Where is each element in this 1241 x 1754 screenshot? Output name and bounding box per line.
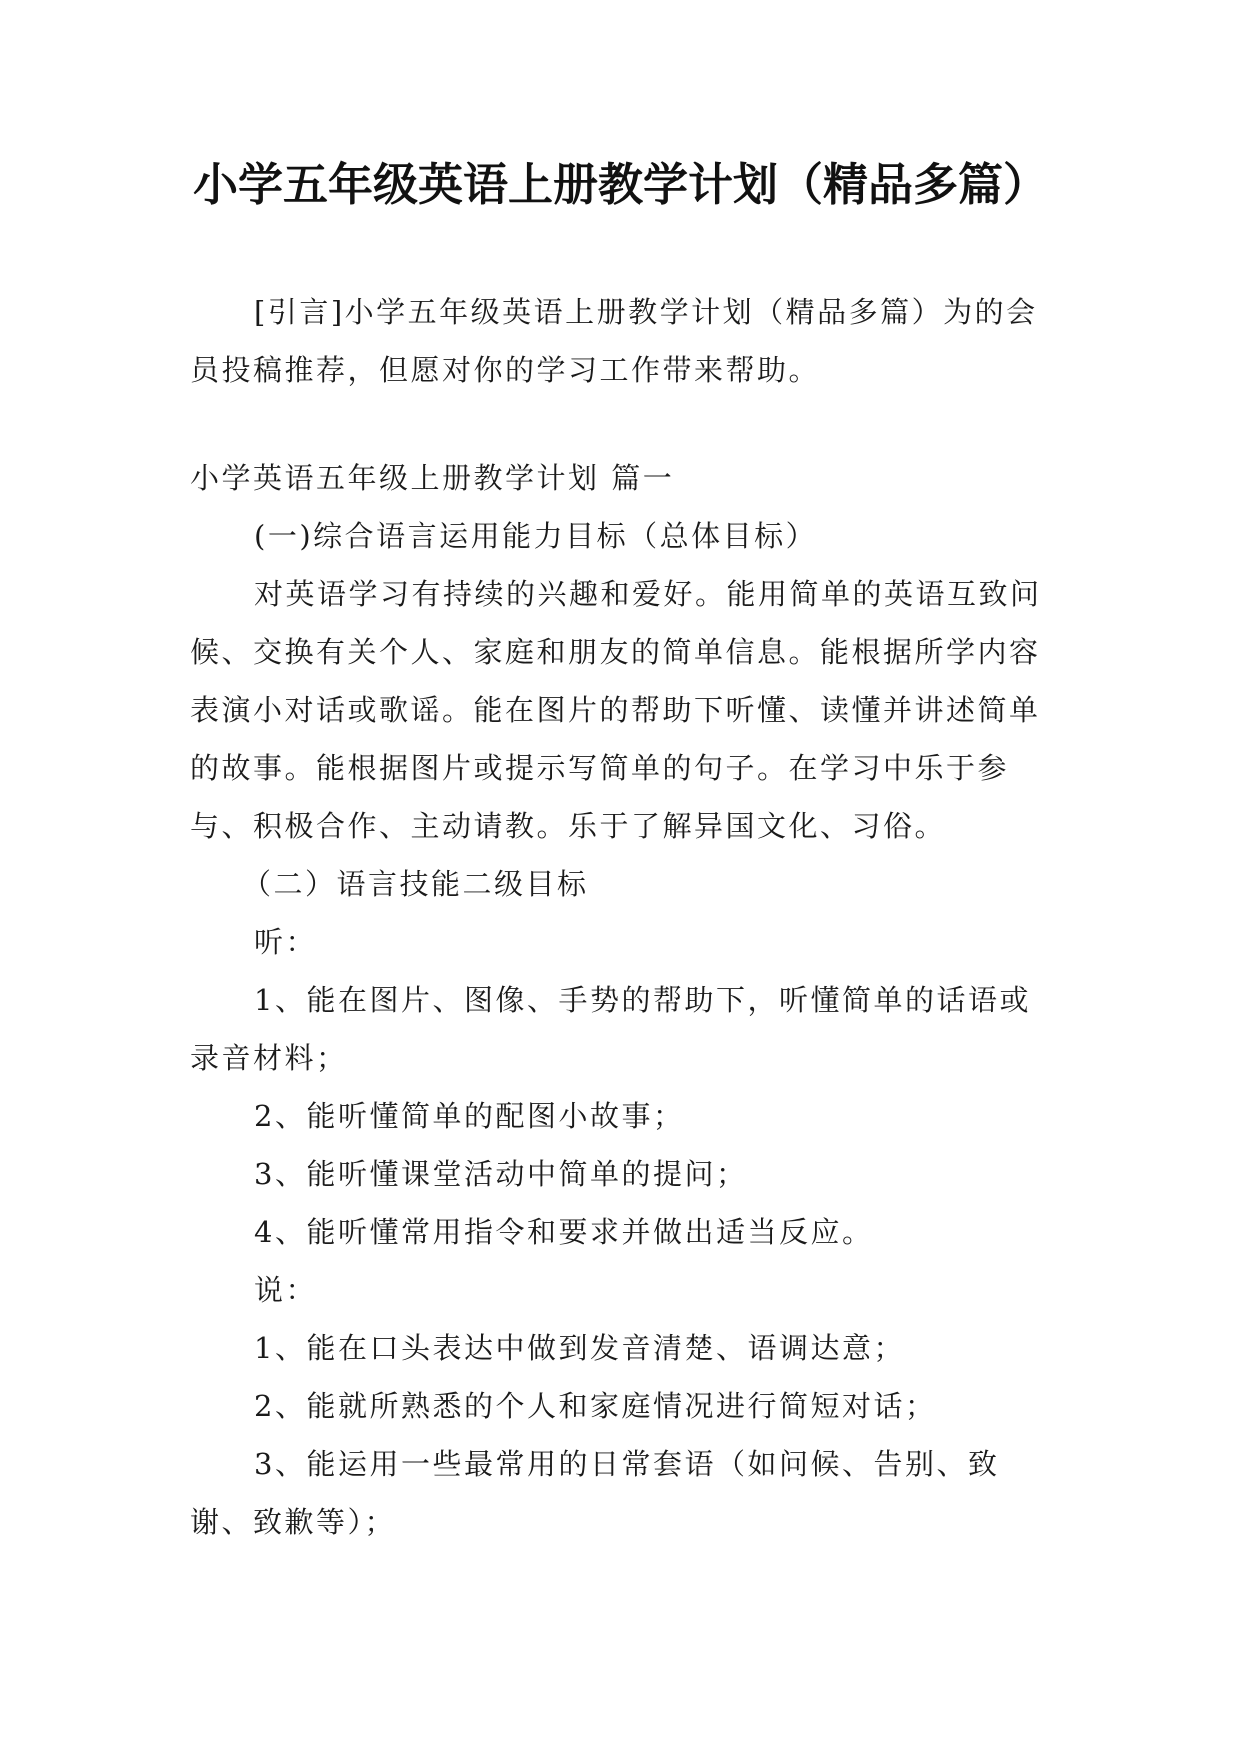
speak-heading: 说：: [254, 1273, 318, 1307]
listen-item-3: 3、能听懂课堂活动中简单的提问；: [254, 1157, 748, 1191]
listen-item-4: 4、能听懂常用指令和要求并做出适当反应。: [254, 1215, 874, 1249]
listen-heading: 听：: [254, 925, 318, 959]
speak-item-1: 1、能在口头表达中做到发音清楚、语调达意；: [254, 1331, 905, 1365]
section-heading: 小学英语五年级上册教学计划 篇一: [190, 461, 675, 495]
document-body: [190, 283, 1050, 1551]
spacer: [190, 399, 1050, 449]
goal-heading-1: (一)综合语言运用能力目标（总体目标）: [254, 519, 818, 553]
speak-item-2: 2、能就所熟悉的个人和家庭情况进行简短对话；: [254, 1389, 937, 1423]
listen-item-2: 2、能听懂简单的配图小故事；: [254, 1099, 685, 1133]
document-title: 小学五年级英语上册教学计划（精品多篇）: [192, 158, 1048, 211]
intro-paragraph: [引言]小学五年级英语上册教学计划（精品多篇）为的会员投稿推荐，但愿对你的学习工作带来帮助。: [190, 295, 1038, 387]
listen-item-1: 1、能在图片、图像、手势的帮助下，听懂简单的话语或录音材料；: [190, 983, 1031, 1075]
goal-heading-2: （二）语言技能二级目标: [242, 867, 589, 901]
goal-paragraph: 对英语学习有持续的兴趣和爱好。能用简单的英语互致问候、交换有关个人、家庭和朋友的简单信息。能根据所学内容表演小对话或歌谣。能在图片的帮助下听懂、读懂并讲述简单的故事。能根据图片或提示写简单的句子。在学习中乐于参与、积极合作、主动请教。乐于了解异国文化、习俗。: [190, 577, 1042, 843]
speak-item-3: 3、能运用一些最常用的日常套语（如问候、告别、致谢、致歉等）；: [190, 1447, 1000, 1539]
